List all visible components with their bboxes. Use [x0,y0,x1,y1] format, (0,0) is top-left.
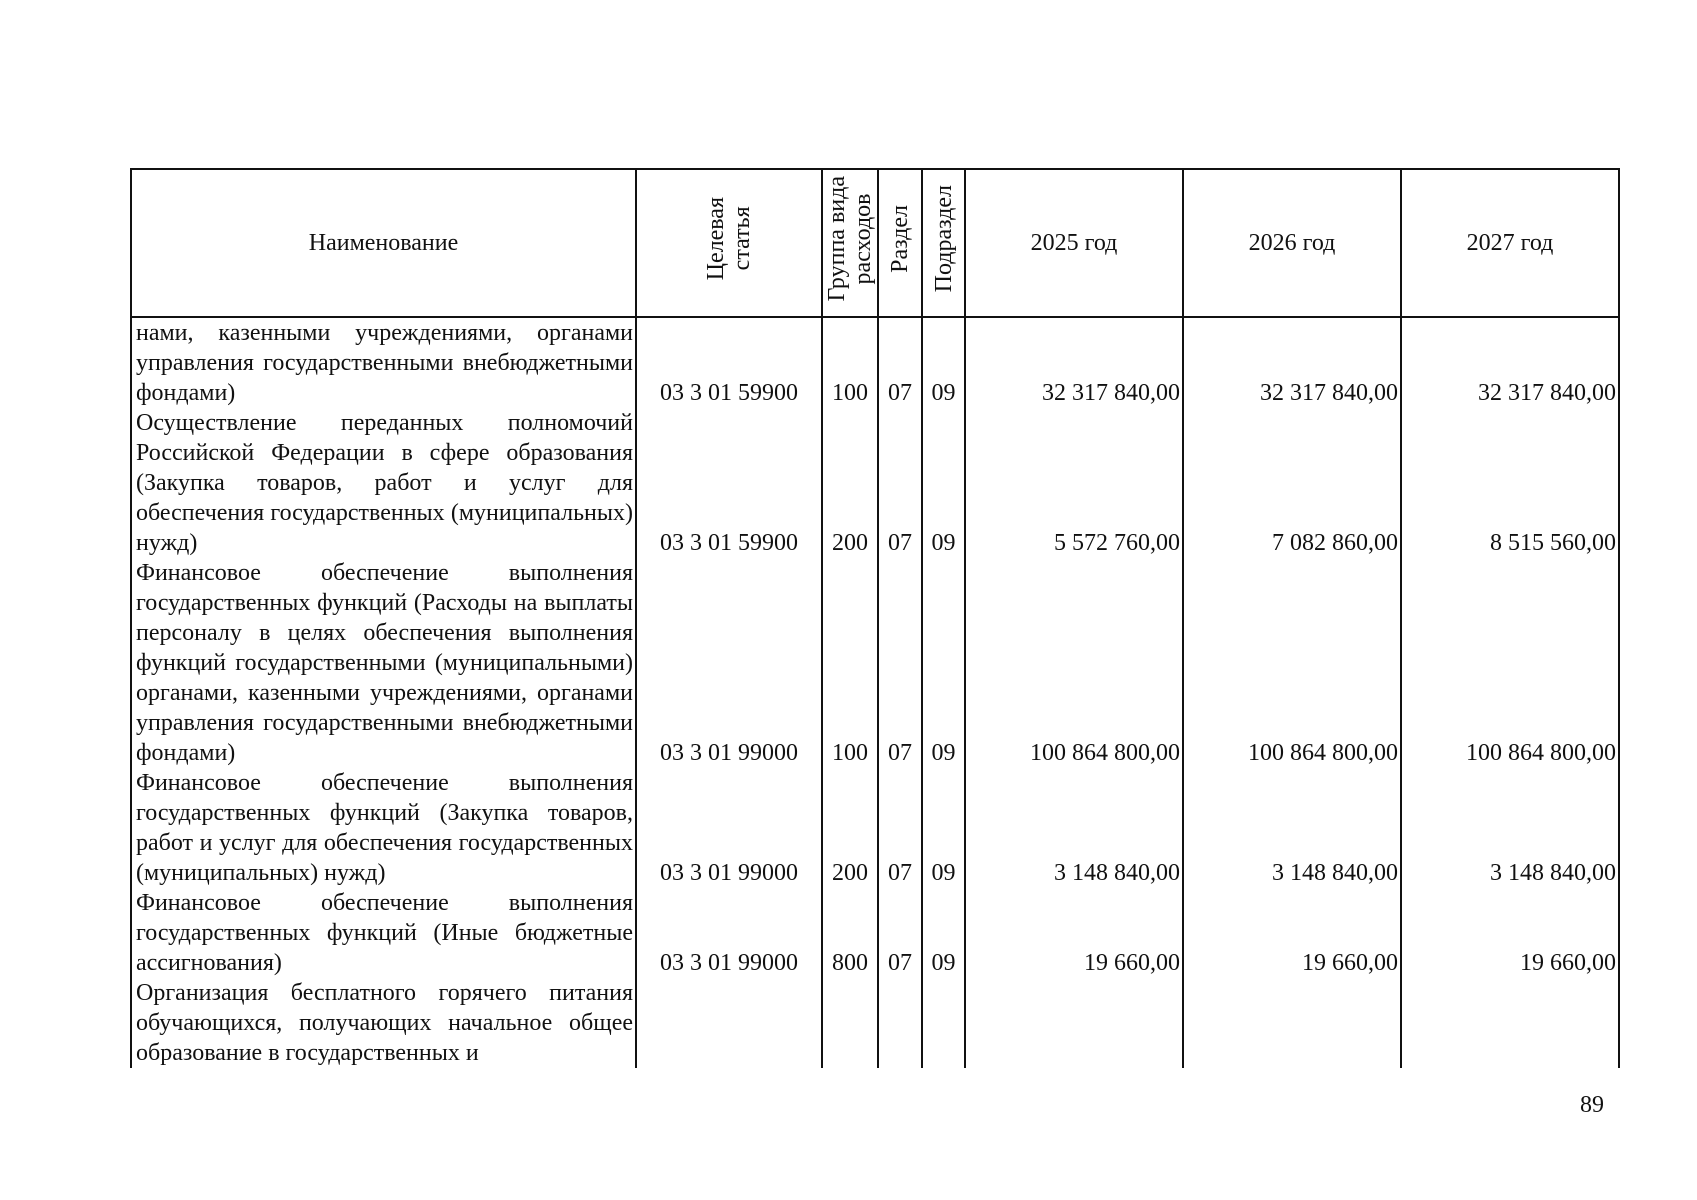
row-subsection: 09 [922,558,965,768]
row-expense-group [822,978,878,1068]
row-expense-group: 100 [822,558,878,768]
row-amount-2027: 100 864 800,00 [1401,558,1619,768]
row-target-article: 03 3 01 99000 [636,888,822,978]
row-amount-2025: 32 317 840,00 [965,317,1183,408]
row-target-article [636,978,822,1068]
row-amount-2026: 100 864 800,00 [1183,558,1401,768]
row-subsection: 09 [922,408,965,558]
row-amount-2026 [1183,978,1401,1068]
row-section [878,978,922,1068]
row-amount-2027: 3 148 840,00 [1401,768,1619,888]
row-amount-2027: 8 515 560,00 [1401,408,1619,558]
table-row [131,768,1619,888]
header-target-line1: Целевая [703,197,729,281]
table-row [131,558,1619,768]
row-name: Организация бесплатного горячего питания обучающихся, получающих начальное общее образование в государственных и [131,978,636,1068]
row-section: 07 [878,888,922,978]
table-row [131,978,1619,1068]
row-target-article: 03 3 01 99000 [636,558,822,768]
row-expense-group: 800 [822,888,878,978]
header-section [878,169,922,317]
header-target-article [636,169,822,317]
row-target-article: 03 3 01 99000 [636,768,822,888]
header-subsection [922,169,965,317]
row-expense-group: 100 [822,317,878,408]
row-name: Финансовое обеспечение выполнения государственных функций (Иные бюджетные ассигнования) [131,888,636,978]
budget-table [130,168,1620,1068]
row-subsection: 09 [922,888,965,978]
header-section-label: Раздел [887,205,913,273]
row-subsection: 09 [922,317,965,408]
row-amount-2026: 3 148 840,00 [1183,768,1401,888]
row-section: 07 [878,317,922,408]
row-amount-2026: 32 317 840,00 [1183,317,1401,408]
row-amount-2025: 19 660,00 [965,888,1183,978]
row-amount-2027 [1401,978,1619,1068]
row-name: Осуществление переданных полномочий Российской Федерации в сфере образования (Закупка товаров, работ и услуг для обеспечения государственных (муниципальных) нужд) [131,408,636,558]
row-amount-2025: 100 864 800,00 [965,558,1183,768]
header-2025: 2025 год [965,169,1183,317]
header-2027: 2027 год [1401,169,1619,317]
header-target-line2: статья [729,207,755,271]
row-name: нами, казенными учреждениями, органами управления государственными внебюджетными фондами) [131,317,636,408]
header-2026: 2026 год [1183,169,1401,317]
header-row [131,169,1619,317]
row-name: Финансовое обеспечение выполнения государственных функций (Расходы на выплаты персоналу в целях обеспечения выполнения функций государственными (муниципальными) органами, казенными учреждениями, органами управления государственными внебюджетными фондами) [131,558,636,768]
row-section: 07 [878,768,922,888]
header-group-line2: расходов [850,193,876,285]
header-group-line1: Группа вида [824,176,850,302]
row-section: 07 [878,408,922,558]
row-amount-2025 [965,978,1183,1068]
row-amount-2025: 3 148 840,00 [965,768,1183,888]
row-amount-2025: 5 572 760,00 [965,408,1183,558]
table-row [131,888,1619,978]
row-amount-2026: 19 660,00 [1183,888,1401,978]
row-amount-2027: 19 660,00 [1401,888,1619,978]
table-row [131,408,1619,558]
header-name: Наименование [131,169,636,317]
row-amount-2026: 7 082 860,00 [1183,408,1401,558]
row-section: 07 [878,558,922,768]
row-target-article: 03 3 01 59900 [636,408,822,558]
page-number: 89 [1580,1092,1604,1118]
row-expense-group: 200 [822,408,878,558]
row-subsection [922,978,965,1068]
row-subsection: 09 [922,768,965,888]
header-expense-group [822,169,878,317]
header-subsection-label: Подраздел [930,185,957,293]
row-name: Финансовое обеспечение выполнения государственных функций (Закупка товаров, работ и услуг для обеспечения государственных (муниципальных) нужд) [131,768,636,888]
row-amount-2027: 32 317 840,00 [1401,317,1619,408]
row-target-article: 03 3 01 59900 [636,317,822,408]
table-row [131,317,1619,408]
row-expense-group: 200 [822,768,878,888]
